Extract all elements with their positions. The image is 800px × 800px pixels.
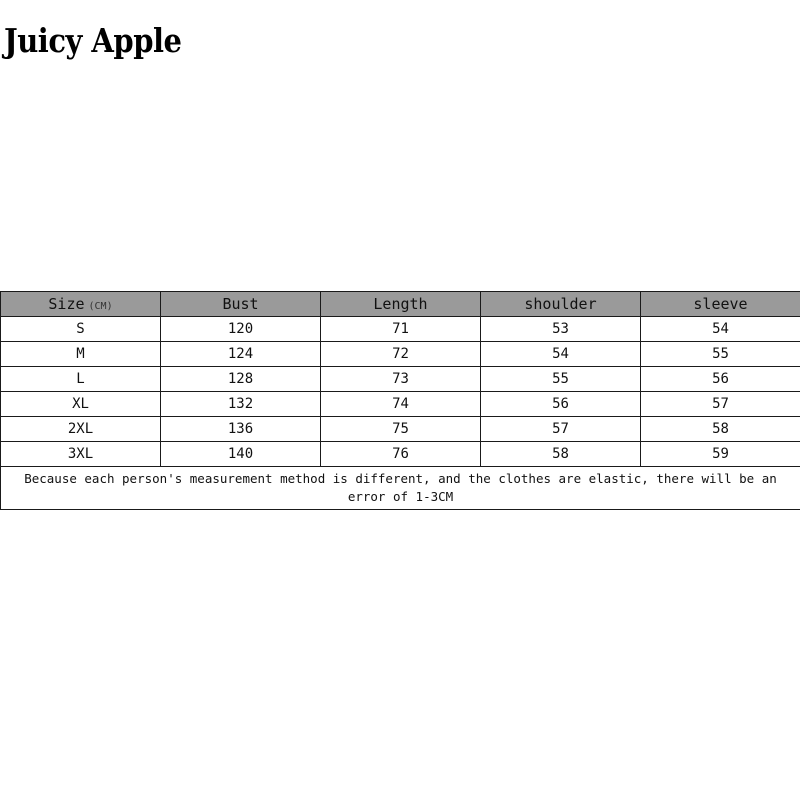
cell-size: S: [1, 317, 161, 342]
table-row: [1, 367, 800, 392]
cell-length: 72: [321, 342, 481, 367]
cell-bust: 128: [161, 367, 321, 392]
cell-length: 75: [321, 417, 481, 442]
cell-size: M: [1, 342, 161, 367]
header-size: [1, 292, 161, 317]
cell-shoulder: 54: [481, 342, 641, 367]
cell-shoulder: 56: [481, 392, 641, 417]
cell-shoulder: 53: [481, 317, 641, 342]
brand-logo: Juicy Apple: [4, 22, 182, 61]
cell-size: XL: [1, 392, 161, 417]
cell-length: 74: [321, 392, 481, 417]
header-sleeve: sleeve: [641, 292, 800, 317]
cell-sleeve: 56: [641, 367, 800, 392]
cell-bust: 124: [161, 342, 321, 367]
cell-length: 76: [321, 442, 481, 467]
size-chart-table: [0, 291, 800, 510]
table-row: [1, 417, 800, 442]
table-row: [1, 442, 800, 467]
cell-length: 73: [321, 367, 481, 392]
cell-sleeve: 59: [641, 442, 800, 467]
cell-sleeve: 57: [641, 392, 800, 417]
cell-shoulder: 55: [481, 367, 641, 392]
table-header-row: [1, 292, 800, 317]
cell-sleeve: 54: [641, 317, 800, 342]
cell-bust: 120: [161, 317, 321, 342]
note-row: [1, 467, 800, 510]
cell-sleeve: 58: [641, 417, 800, 442]
table-row: [1, 392, 800, 417]
table-row: [1, 317, 800, 342]
cell-bust: 136: [161, 417, 321, 442]
cell-size: 3XL: [1, 442, 161, 467]
header-bust: Bust: [161, 292, 321, 317]
cell-shoulder: 57: [481, 417, 641, 442]
cell-sleeve: 55: [641, 342, 800, 367]
header-size-unit: (CM): [88, 301, 113, 312]
cell-bust: 140: [161, 442, 321, 467]
header-size-label: Size: [48, 295, 85, 313]
cell-bust: 132: [161, 392, 321, 417]
cell-size: L: [1, 367, 161, 392]
table-row: [1, 342, 800, 367]
cell-size: 2XL: [1, 417, 161, 442]
cell-shoulder: 58: [481, 442, 641, 467]
header-length: Length: [321, 292, 481, 317]
cell-length: 71: [321, 317, 481, 342]
header-shoulder: shoulder: [481, 292, 641, 317]
measurement-note: Because each person's measurement method is different, and the clothes are elastic, there will be an error of 1-3CM: [1, 467, 800, 510]
